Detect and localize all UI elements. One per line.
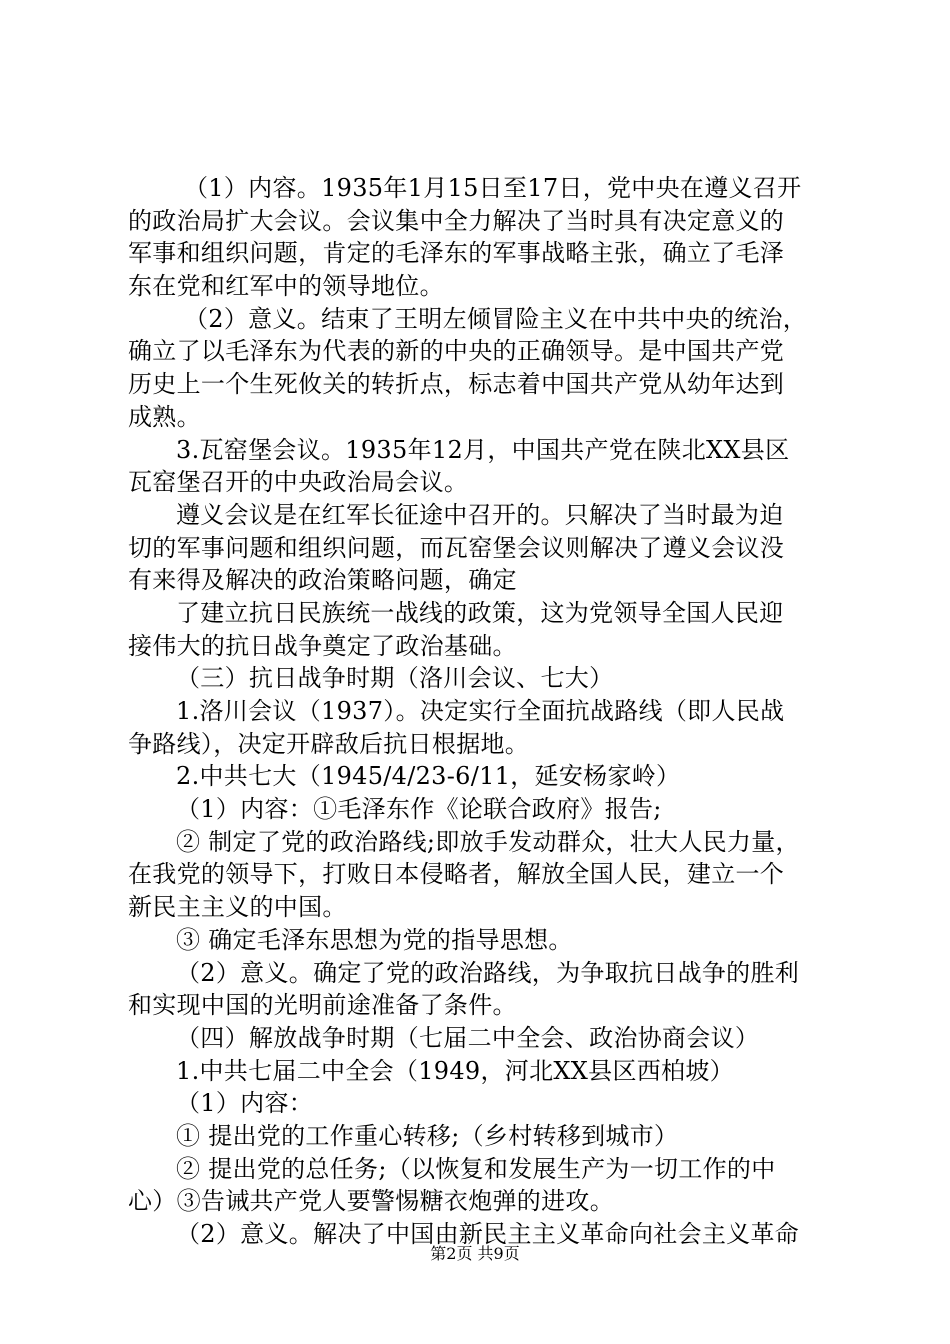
text-line: ② 制定了党的政治路线;即放手发动群众，壮大人民力量， (176, 827, 800, 856)
text-line: 了建立抗日民族统一战线的政策，这为党领导全国人民迎 (176, 598, 784, 627)
text-line: 心）③告诫共产党人要警惕糖衣炮弹的进攻。 (128, 1187, 614, 1216)
text-line: （1）内容。1935年1月15日至17日，党中央在遵义召开 (184, 174, 802, 202)
text-line: 的政治局扩大会议。会议集中全力解决了当时具有决定意义的 (128, 206, 785, 235)
text-line: 瓦窑堡召开的中央政治局会议。 (128, 468, 469, 497)
text-line: ③ 确定毛泽东思想为党的指导思想。 (176, 925, 573, 954)
text-line: 1.洛川会议（1937）。决定实行全面抗战路线（即人民战 (176, 697, 785, 725)
text-line: 在我党的领导下，打败日本侵略者，解放全国人民，建立一个 (128, 860, 785, 889)
text-line: 和实现中国的光明前途准备了条件。 (128, 991, 517, 1020)
text-line: 新民主主义的中国。 (128, 893, 347, 922)
text-line: （1）内容：①毛泽东作《论联合政府》报告; (176, 795, 662, 824)
text-line: （三）抗日战争时期（洛川会议、七大） (176, 664, 614, 693)
text-line: 东在党和红军中的领导地位。 (128, 272, 444, 301)
page-number-label: 第2页 共9页 (430, 1244, 520, 1263)
page-footer (0, 1244, 950, 1264)
text-line: 成熟。 (128, 402, 201, 431)
text-line: （2）意义。确定了党的政治路线，为争取抗日战争的胜利 (176, 958, 800, 987)
text-line: 切的军事问题和组织问题，而瓦窑堡会议则解决了遵义会议没 (128, 533, 785, 562)
text-line: 历史上一个生死攸关的转折点，标志着中国共产党从幼年达到 (128, 370, 785, 399)
text-line: 3.瓦窑堡会议。1935年12月，中国共产党在陕北XX县区 (176, 435, 790, 464)
text-line: 确立了以毛泽东为代表的新的中央的正确领导。是中国共产党 (128, 337, 785, 366)
text-line: 接伟大的抗日战争奠定了政治基础。 (128, 631, 517, 660)
document-body (128, 172, 838, 1251)
text-line: 争路线），决定开辟敌后抗日根据地。 (128, 729, 530, 758)
text-line: （四）解放战争时期（七届二中全会、政治协商会议） (176, 1023, 760, 1052)
text-line: （1）内容： (176, 1089, 314, 1118)
text-line: （2）意义。结束了王明左倾冒险主义在中共中央的统治， (184, 304, 808, 333)
text-line: （2）意义。解决了中国由新民主主义革命向社会主义革命 (176, 1220, 800, 1248)
text-line: ① 提出党的工作重心转移;（乡村转移到城市） (176, 1121, 679, 1150)
text-line: 1.中共七届二中全会（1949，河北XX县区西柏坡） (176, 1056, 734, 1085)
text-line: 军事和组织问题，肯定的毛泽东的军事战略主张，确立了毛泽 (128, 239, 785, 268)
text-line: ② 提出党的总任务;（以恢复和发展生产为一切工作的中 (176, 1154, 776, 1183)
text-line: 有来得及解决的政治策略问题，确定 (128, 566, 517, 595)
text-line: 遵义会议是在红军长征途中召开的。只解决了当时最为迫 (176, 500, 784, 529)
text-line: 2.中共七大（1945/4/23-6/11，延安杨家岭） (176, 762, 681, 791)
